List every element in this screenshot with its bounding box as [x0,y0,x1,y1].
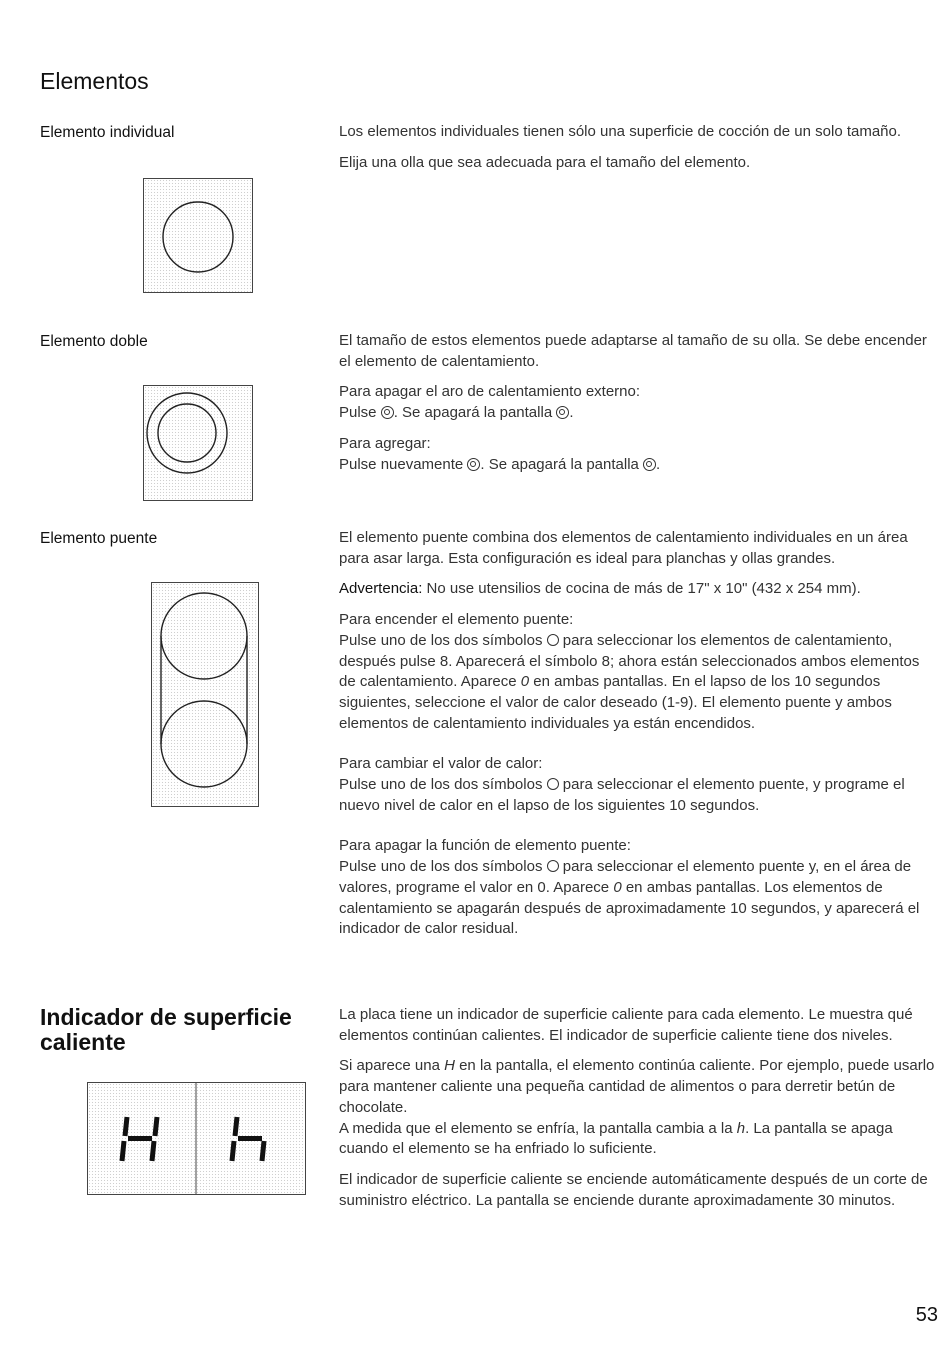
bridge-p3: Para encender el elemento puente: Pulse uno de los dos símbolos para seleccionar los elementos de calentamiento, después pulse 8. Aparecerá el símbolo 8; ahora están seleccionados ambos elementos de calentamiento. Aparece 0 en ambas pantallas. En el lapso de los 10 segundos siguientes, seleccione el valor de calor deseado (1-9). El elemento puente y ambos elementos de calentamiento individuales ya están encendidos. [339,611,920,732]
bridge-element-text [339,528,939,950]
indicator-p2: Si aparece una H en la pantalla, el elemento continúa caliente. Por ejemplo, puede usarlo para mantener caliente una pequeña cantidad de alimentos o para derretir betún de chocolate. A medida que el elemento se enfría, la pantalla cambia a la h. La pantalla se apaga cuando el elemento se ha enfriado lo suficiente. [339,1057,935,1158]
double-burner-diagram [144,386,252,500]
H-segment-glyph [122,1117,157,1161]
double-p2: Para apagar el aro de calentamiento externo: Pulse . Se apagará la pantalla . [339,383,641,422]
single-burner-diagram [144,179,252,292]
double-element-title: Elemento doble [40,333,148,350]
double-element-text [339,331,939,485]
indicator-p3: El indicador de superficie caliente se enciende automáticamente después de un corte de suministro eléctrico. La pantalla se enciende durante aproximadamente 30 minutos. [339,1170,928,1209]
single-element-text [339,122,939,183]
single-element-figure [143,178,253,293]
dual-ring-display-icon [556,406,569,419]
bridge-element-title: Elemento puente [40,530,158,547]
double-burner-inner-ring [158,404,216,462]
bridge-burner-top-ring [161,593,247,679]
indicator-display-figure [87,1082,306,1195]
bridge-p1: El elemento puente combina dos elementos de calentamiento individuales en un área para asar larga. Esta configuración es ideal para planchas y ollas grandes. [339,529,908,567]
dual-ring-display-icon [643,458,656,471]
indicator-text [339,1005,939,1221]
double-burner-outer-ring [147,393,227,473]
section-heading-elements: Elementos [40,68,149,94]
single-p2: Elija una olla que sea adecuada para el tamaño del elemento. [339,153,751,171]
h-segment-glyph [232,1117,264,1161]
dual-ring-key-icon [381,406,394,419]
circle-symbol-icon [547,860,559,872]
single-burner-ring [163,202,233,272]
double-p1: El tamaño de estos elementos puede adaptarse al tamaño de su olla. Se debe encender el elemento de calentamiento. [339,332,927,370]
seven-segment-display [88,1083,305,1194]
bridge-key-glyph: 8 [439,652,449,670]
section-heading-indicator: Indicador de superficie caliente [40,1004,292,1055]
double-element-figure [143,385,253,501]
page-number: 53 [915,1304,938,1326]
bridge-p5: Para apagar la función de elemento puente: Pulse uno de los dos símbolos para seleccionar el elemento puente y, en el área de valores, programe el valor en 0. Aparece 0 en ambas pantallas. Los elementos de calentamiento se apagarán después de aproximadamente 10 segundos, y aparecerá el indicador de calor residual. [339,837,920,938]
circle-symbol-icon [547,778,559,790]
double-p3: Para agregar: Pulse nuevamente . Se apagará la pantalla . [339,434,661,473]
single-element-title: Elemento individual [40,124,175,141]
single-p1: Los elementos individuales tienen sólo una superficie de cocción de un solo tamaño. [339,123,902,140]
bridge-p4: Para cambiar el valor de calor: Pulse uno de los dos símbolos para seleccionar el elemento puente, y programe el nuevo nivel de calor en el lapso de los siguientes 10 segundos. [339,755,905,814]
zero-display-glyph: 0 [520,673,530,691]
circle-symbol-icon [547,634,559,646]
bridge-symbol-glyph: 8 [601,652,611,670]
bridge-element-figure [151,582,259,807]
bridge-burner-diagram [152,583,258,806]
indicator-p1: La placa tiene un indicador de superficie caliente para cada elemento. Le muestra qué elementos continúan calientes. El indicador de superficie caliente tiene dos niveles. [339,1006,913,1044]
dual-ring-key-icon [467,458,480,471]
zero-display-glyph: 0 [613,878,622,896]
h-glyph: h [736,1119,746,1137]
bridge-warning: Advertencia: No use utensilios de cocina de más de 17" x 10" (432 x 254 mm). [339,580,861,598]
bridge-burner-bottom-ring [161,701,247,787]
H-glyph: H [444,1057,455,1075]
